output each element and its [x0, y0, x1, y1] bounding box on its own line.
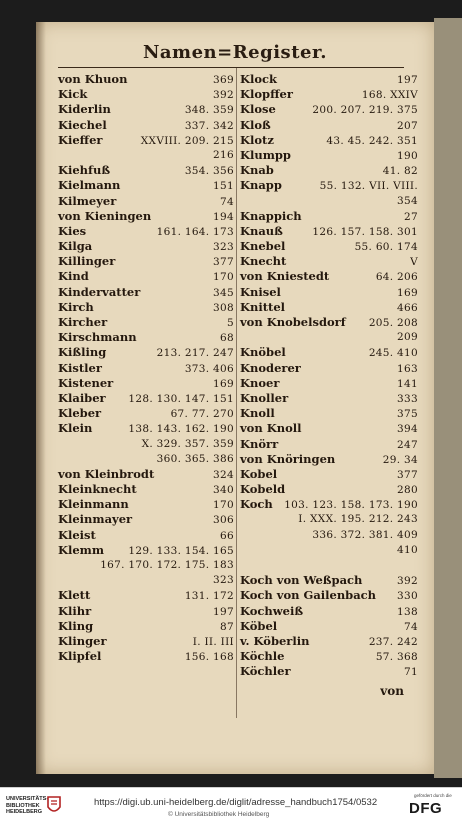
- entry-pages: 216: [213, 148, 234, 161]
- entry-pages: 323: [213, 241, 234, 254]
- index-entry: [240, 619, 418, 634]
- entry-pages: 57. 368: [375, 651, 418, 664]
- entry-name: Knoll: [240, 406, 275, 421]
- entry-pages: 126. 157. 158. 301: [312, 225, 418, 238]
- entry-pages: 354: [397, 194, 418, 207]
- entry-pages: 27: [404, 210, 418, 223]
- entry-pages: 237. 242: [368, 635, 418, 648]
- entry-name: Knisel: [240, 284, 281, 299]
- binding-shadow: [36, 22, 46, 774]
- entry-pages: 245. 410: [368, 347, 418, 360]
- entry-pages: 68: [220, 332, 234, 345]
- index-entry: [240, 315, 418, 330]
- entry-pages: 167. 170. 172. 175. 183: [100, 559, 234, 571]
- entry-pages: 394: [397, 423, 418, 436]
- index-entry: [240, 102, 418, 117]
- index-entry: [58, 391, 234, 406]
- index-entry: [240, 239, 418, 254]
- entry-name: Klotz: [240, 132, 274, 147]
- entry-name: von Kleinbrodt: [58, 466, 155, 481]
- entry-name: Kloß: [240, 117, 271, 132]
- index-entry: [240, 421, 418, 436]
- entry-name: Klinger: [58, 633, 107, 648]
- entry-name: Kiehfuß: [58, 163, 111, 178]
- entry-pages: 141: [397, 377, 418, 390]
- entry-pages: 348. 359: [184, 104, 234, 117]
- entry-pages: 410: [397, 543, 418, 556]
- entry-pages: 161. 164. 173: [156, 225, 234, 238]
- index-entry: [58, 254, 234, 269]
- index-entry: [58, 437, 234, 452]
- index-entry: [58, 573, 234, 588]
- entry-pages: 197: [397, 74, 418, 86]
- entry-name: Kleinmann: [58, 497, 129, 512]
- index-entry: [240, 87, 418, 102]
- entry-pages: 333: [397, 392, 418, 405]
- entry-pages: 169: [213, 377, 234, 390]
- index-entry: [58, 558, 234, 573]
- index-entry: [58, 239, 234, 254]
- index-entry: [58, 482, 234, 497]
- index-entry: [240, 330, 418, 345]
- index-entry: [240, 345, 418, 360]
- entry-pages: 64. 206: [375, 271, 418, 284]
- entry-name: Knebel: [240, 239, 286, 254]
- permalink-url[interactable]: https://digi.ub.uni-heidelberg.de/diglit/adresse_handbuch1754/0532: [94, 797, 378, 808]
- index-entry: [58, 148, 234, 163]
- entry-pages: 392: [213, 89, 234, 102]
- entry-name: Knecht: [240, 254, 287, 269]
- entry-name: Klaiber: [58, 390, 106, 405]
- index-entry: [58, 467, 234, 482]
- title-rule: [58, 67, 404, 68]
- index-entry: [240, 543, 418, 558]
- index-entry: [240, 528, 418, 543]
- page-title: Namen=Register.: [142, 42, 328, 63]
- entry-name: Knoller: [240, 390, 289, 405]
- entry-pages: 207: [397, 119, 418, 132]
- entry-pages: 128. 130. 147. 151: [128, 392, 234, 405]
- index-entry: [58, 224, 234, 239]
- entry-name: Köchle: [240, 649, 285, 664]
- entry-pages: 138. 143. 162. 190: [128, 423, 234, 436]
- index-column-left: [58, 72, 234, 664]
- entry-pages: 43. 45. 242. 351: [326, 134, 418, 147]
- entry-name: von Knoll: [240, 421, 302, 436]
- entry-pages: X. 329. 357. 359: [141, 437, 234, 450]
- entry-name: Killinger: [58, 254, 116, 269]
- entry-name: Kies: [58, 223, 87, 238]
- entry-name: Knöbel: [240, 345, 286, 360]
- entry-name: Kilmeyer: [58, 193, 117, 208]
- index-entry: [240, 482, 418, 497]
- index-entry: [58, 300, 234, 315]
- next-page-edge: [434, 18, 462, 778]
- index-entry: [240, 573, 418, 588]
- entry-name: Kind: [58, 269, 89, 284]
- index-entry: [240, 664, 418, 679]
- index-entry: [240, 269, 418, 284]
- entry-name: Knappich: [240, 208, 302, 223]
- entry-name: Kleber: [58, 406, 102, 421]
- entry-name: Kircher: [58, 315, 108, 329]
- index-column-right: [240, 72, 418, 680]
- index-entry: [58, 102, 234, 117]
- index-entry: [58, 406, 234, 421]
- index-entry: [58, 512, 234, 527]
- entry-pages: 213. 217. 247: [156, 347, 234, 360]
- entry-name: Klett: [58, 588, 91, 603]
- index-entry: [240, 148, 418, 163]
- entry-pages: 377: [397, 468, 418, 481]
- index-entry: [240, 361, 418, 376]
- entry-name: von Knöringen: [240, 451, 336, 466]
- index-entry: [240, 634, 418, 649]
- entry-pages: 336. 372. 381. 409: [312, 528, 418, 541]
- index-entry: [58, 376, 234, 391]
- index-entry: [58, 163, 234, 178]
- entry-name: Kielmann: [58, 178, 121, 193]
- entry-name: Kobeld: [240, 482, 286, 497]
- index-entry: [240, 224, 418, 239]
- entry-name: Kieffer: [58, 132, 103, 147]
- entry-name: Knoer: [240, 375, 280, 390]
- index-entry: [240, 406, 418, 421]
- entry-name: Klopffer: [240, 87, 293, 102]
- index-entry: [240, 467, 418, 482]
- entry-pages: 337. 342: [184, 119, 234, 132]
- entry-pages: 466: [397, 301, 418, 314]
- index-entry: [58, 543, 234, 558]
- index-entry: [240, 437, 418, 452]
- column-divider: [236, 68, 237, 718]
- entry-name: Klipfel: [58, 649, 102, 664]
- index-entry: [240, 194, 418, 209]
- entry-pages: 200. 207. 219. 375: [312, 104, 418, 117]
- index-entry: [240, 133, 418, 148]
- index-entry: [58, 118, 234, 133]
- entry-pages: 340: [213, 484, 234, 497]
- index-entry: [58, 178, 234, 193]
- entry-pages: 330: [397, 590, 418, 603]
- dfg-funding-note: gefördert durch die: [414, 793, 452, 798]
- entry-pages: 308: [213, 301, 234, 314]
- entry-name: Knapp: [240, 178, 282, 193]
- entry-pages: 324: [213, 468, 234, 481]
- index-entry: [240, 178, 418, 193]
- index-entry: [58, 87, 234, 102]
- copyright-notice: © Universitätsbibliothek Heidelberg: [168, 811, 270, 818]
- entry-name: Kilga: [58, 239, 93, 254]
- index-entry: [58, 194, 234, 209]
- entry-pages: 205. 208: [368, 317, 418, 329]
- index-entry: [240, 588, 418, 603]
- entry-name: Kobel: [240, 466, 278, 481]
- entry-pages: 66: [220, 529, 234, 542]
- entry-name: Kick: [58, 87, 88, 102]
- entry-name: Knittel: [240, 299, 286, 314]
- dfg-logo[interactable]: DFG: [409, 800, 443, 817]
- index-entry: [240, 452, 418, 467]
- uni-logo-line: BIBLIOTHEK: [6, 802, 40, 809]
- index-entry: [58, 421, 234, 436]
- entry-pages: 170: [213, 271, 234, 284]
- entry-name: Klose: [240, 102, 276, 117]
- index-entry: [58, 497, 234, 512]
- entry-pages: 74: [404, 620, 418, 633]
- entry-pages: 163: [397, 362, 418, 375]
- index-entry: [240, 391, 418, 406]
- entry-pages: 5: [227, 317, 234, 329]
- entry-pages: 323: [213, 574, 234, 587]
- entry-pages: 209: [397, 331, 418, 344]
- entry-name: Kiechel: [58, 117, 107, 132]
- index-entry: [58, 269, 234, 284]
- index-entry: [58, 528, 234, 543]
- index-entry: [240, 254, 418, 269]
- entry-name: Koch: [240, 497, 273, 512]
- entry-name: Köchler: [240, 664, 291, 679]
- entry-name: Kißling: [58, 345, 107, 360]
- index-entry: [58, 619, 234, 634]
- entry-pages: 360. 365. 386: [156, 452, 234, 465]
- index-entry: [58, 209, 234, 224]
- index-entry: [240, 118, 418, 133]
- entry-pages: 280: [397, 484, 418, 497]
- entry-name: Koch von Gailenbach: [240, 588, 377, 603]
- entry-pages: V: [410, 256, 418, 269]
- entry-name: Kindervatter: [58, 284, 141, 299]
- entry-pages: 345: [213, 286, 234, 299]
- entry-pages: 156. 168: [184, 651, 234, 664]
- index-entry: [58, 588, 234, 603]
- index-entry: [240, 649, 418, 664]
- entry-pages: 369: [213, 74, 234, 86]
- index-entry: [240, 376, 418, 391]
- index-entry: [58, 649, 234, 664]
- index-entry: [58, 345, 234, 360]
- entry-pages: 138: [397, 605, 418, 618]
- entry-pages: 392: [397, 575, 418, 588]
- index-entry: [58, 452, 234, 467]
- entry-name: von Kniestedt: [240, 269, 330, 284]
- entry-pages: 71: [404, 666, 418, 679]
- entry-name: Kleinmayer: [58, 512, 133, 527]
- entry-name: Kirch: [58, 299, 94, 314]
- entry-pages: 67. 77. 270: [170, 408, 234, 421]
- entry-pages: 197: [213, 605, 234, 618]
- entry-name: Kling: [58, 618, 94, 633]
- entry-pages: 373. 406: [184, 362, 234, 375]
- entry-name: Klihr: [58, 603, 92, 618]
- index-entry: [58, 604, 234, 619]
- entry-pages: 377: [213, 256, 234, 269]
- entry-name: Kleist: [58, 527, 96, 542]
- entry-name: Knörr: [240, 436, 279, 451]
- entry-name: Kiderlin: [58, 102, 111, 117]
- index-entry: [58, 315, 234, 330]
- entry-name: Kochweiß: [240, 603, 304, 618]
- entry-pages: 354. 356: [184, 165, 234, 178]
- footer-bar: [0, 787, 462, 823]
- entry-pages: 131. 172: [184, 590, 234, 603]
- entry-name: von Kieningen: [58, 208, 152, 223]
- university-library-logo[interactable]: [6, 796, 48, 816]
- entry-pages: 41. 82: [382, 165, 418, 178]
- entry-name: Knoderer: [240, 360, 301, 375]
- uni-logo-line: UNIVERSITÄTS-: [6, 796, 49, 802]
- index-entry: [240, 604, 418, 619]
- entry-pages: 55. 60. 174: [354, 241, 418, 254]
- entry-name: Klumpp: [240, 147, 291, 162]
- index-entry: [58, 133, 234, 148]
- entry-pages: 168. XXIV: [361, 89, 418, 102]
- index-entry: [240, 209, 418, 224]
- book-page: [36, 22, 434, 774]
- university-seal-icon: [46, 795, 62, 815]
- index-entry: [240, 163, 418, 178]
- catchword: von: [380, 684, 404, 698]
- entry-name: Köbel: [240, 618, 278, 633]
- index-entry: [58, 72, 234, 87]
- entry-name: von Knobelsdorf: [240, 315, 346, 329]
- entry-pages: I. XXX. 195. 212. 243: [298, 513, 418, 526]
- entry-pages: 306: [213, 514, 234, 527]
- entry-name: von Khuon: [58, 72, 128, 86]
- index-entry: [240, 497, 418, 512]
- index-entry: [240, 72, 418, 87]
- entry-pages: 170: [213, 499, 234, 512]
- index-entry: [240, 285, 418, 300]
- entry-pages: 151: [213, 180, 234, 193]
- index-entry: [58, 285, 234, 300]
- entry-pages: 87: [220, 620, 234, 633]
- entry-pages: 375: [397, 408, 418, 421]
- entry-pages: 55. 132. VII. VIII.: [319, 180, 418, 193]
- entry-pages: 129. 133. 154. 165: [128, 544, 234, 557]
- entry-pages: XXVIII. 209. 215: [140, 134, 234, 147]
- index-entry: [58, 330, 234, 345]
- entry-name: Knab: [240, 163, 274, 178]
- entry-name: Knauß: [240, 223, 283, 238]
- entry-pages: 169: [397, 286, 418, 299]
- uni-logo-line: HEIDELBERG: [6, 809, 43, 815]
- index-entry: [58, 634, 234, 649]
- entry-pages: 29. 34: [382, 453, 418, 466]
- entry-name: Kistler: [58, 360, 102, 375]
- index-entry: [58, 361, 234, 376]
- entry-pages: 190: [397, 149, 418, 162]
- entry-name: Kleinknecht: [58, 482, 137, 497]
- entry-name: Klemm: [58, 542, 105, 557]
- entry-name: Kistener: [58, 375, 114, 390]
- entry-pages: 103. 123. 158. 173. 190: [284, 499, 418, 512]
- entry-pages: I. II. III: [192, 635, 234, 648]
- entry-pages: 194: [213, 210, 234, 223]
- entry-name: Kirschmann: [58, 330, 137, 345]
- entry-name: Koch von Weßpach: [240, 573, 363, 588]
- entry-name: v. Köberlin: [240, 633, 310, 648]
- index-entry: [240, 512, 418, 527]
- entry-pages: 74: [220, 195, 234, 208]
- entry-pages: 247: [397, 438, 418, 451]
- entry-name: Klock: [240, 72, 278, 86]
- index-entry: [240, 300, 418, 315]
- entry-name: Klein: [58, 421, 93, 436]
